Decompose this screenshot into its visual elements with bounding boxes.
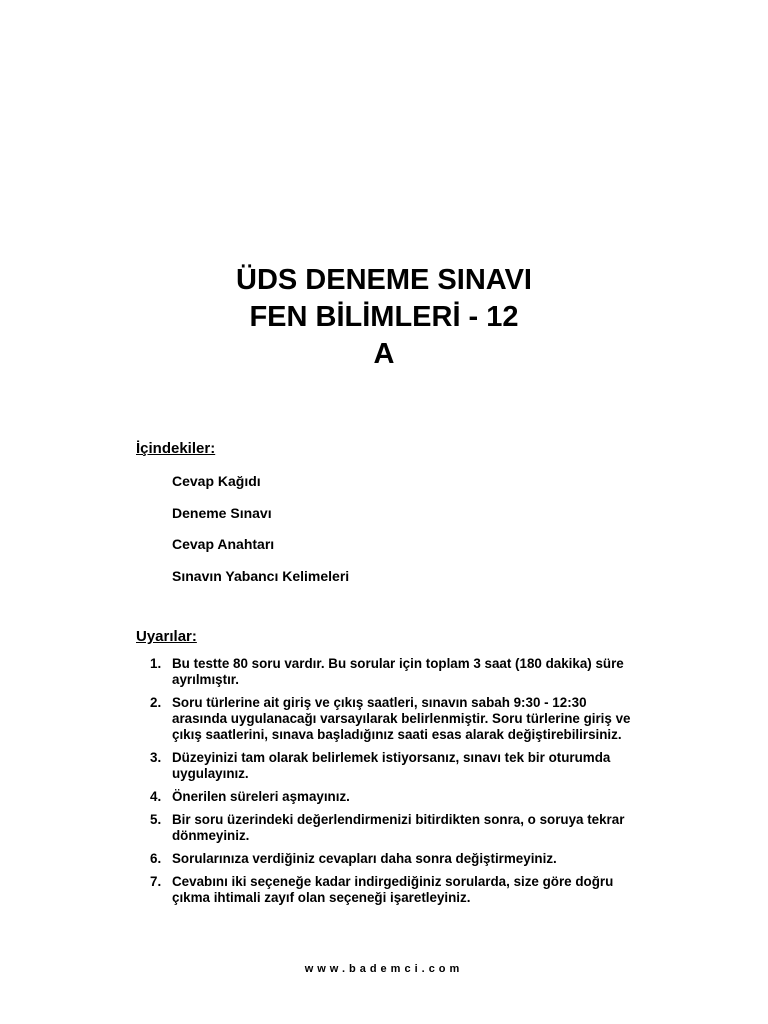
warning-item (150, 750, 640, 782)
warning-number: 6. (150, 851, 162, 866)
warning-text: Cevabını iki seçeneğe kadar indirgediğiniz sorularda, size göre doğru çıkma ihtimali zayıf olan seçeneği işaretleyiniz. (172, 874, 614, 905)
warning-item (150, 874, 640, 906)
warnings-heading: Uyarılar: (136, 628, 197, 645)
title-line-2: FEN BİLİMLERİ - 12 (249, 301, 519, 333)
warnings-list (150, 656, 640, 913)
warning-number: 1. (150, 656, 162, 671)
contents-heading: İçindekiler: (136, 440, 216, 457)
contents-list (172, 472, 349, 598)
warning-number: 5. (150, 812, 162, 827)
warning-item (150, 656, 640, 688)
title-line-3: A (373, 338, 395, 370)
warning-text: Önerilen süreleri aşmayınız. (172, 789, 350, 804)
footer-website: www.bademci.com (304, 963, 464, 975)
warning-number: 7. (150, 874, 162, 889)
warning-text: Sorularınıza verdiğiniz cevapları daha sonra değiştirmeyiniz. (172, 851, 557, 866)
warning-number: 2. (150, 695, 162, 710)
warning-item (150, 851, 640, 867)
warning-item (150, 789, 640, 805)
warning-text: Soru türlerine ait giriş ve çıkış saatleri, sınavın sabah 9:30 - 12:30 arasında uygulanacağı varsayılarak belirlenmiştir. Soru türlerine giriş ve çıkış saatlerini, sınava başladığınız saati esas alarak değiştirebilirsiniz. (172, 695, 631, 742)
warning-number: 3. (150, 750, 162, 765)
warning-item (150, 812, 640, 844)
contents-item: Cevap Anahtarı (172, 536, 275, 552)
warning-number: 4. (150, 789, 162, 804)
contents-item: Cevap Kağıdı (172, 473, 261, 489)
warning-item (150, 695, 640, 743)
contents-item: Sınavın Yabancı Kelimeleri (172, 567, 350, 584)
title-line-1: ÜDS DENEME SINAVI (236, 264, 532, 296)
warning-text: Düzeyinizi tam olarak belirlemek istiyorsanız, sınavı tek bir oturumda uygulayınız. (172, 750, 611, 781)
contents-item: Deneme Sınavı (172, 504, 272, 521)
warning-text: Bir soru üzerindeki değerlendirmenizi bitirdikten sonra, o soruya tekrar dönmeyiniz. (172, 812, 625, 843)
document-title (0, 262, 768, 373)
warning-text: Bu testte 80 soru vardır. Bu sorular için toplam 3 saat (180 dakika) süre ayrılmıştır. (172, 656, 624, 687)
